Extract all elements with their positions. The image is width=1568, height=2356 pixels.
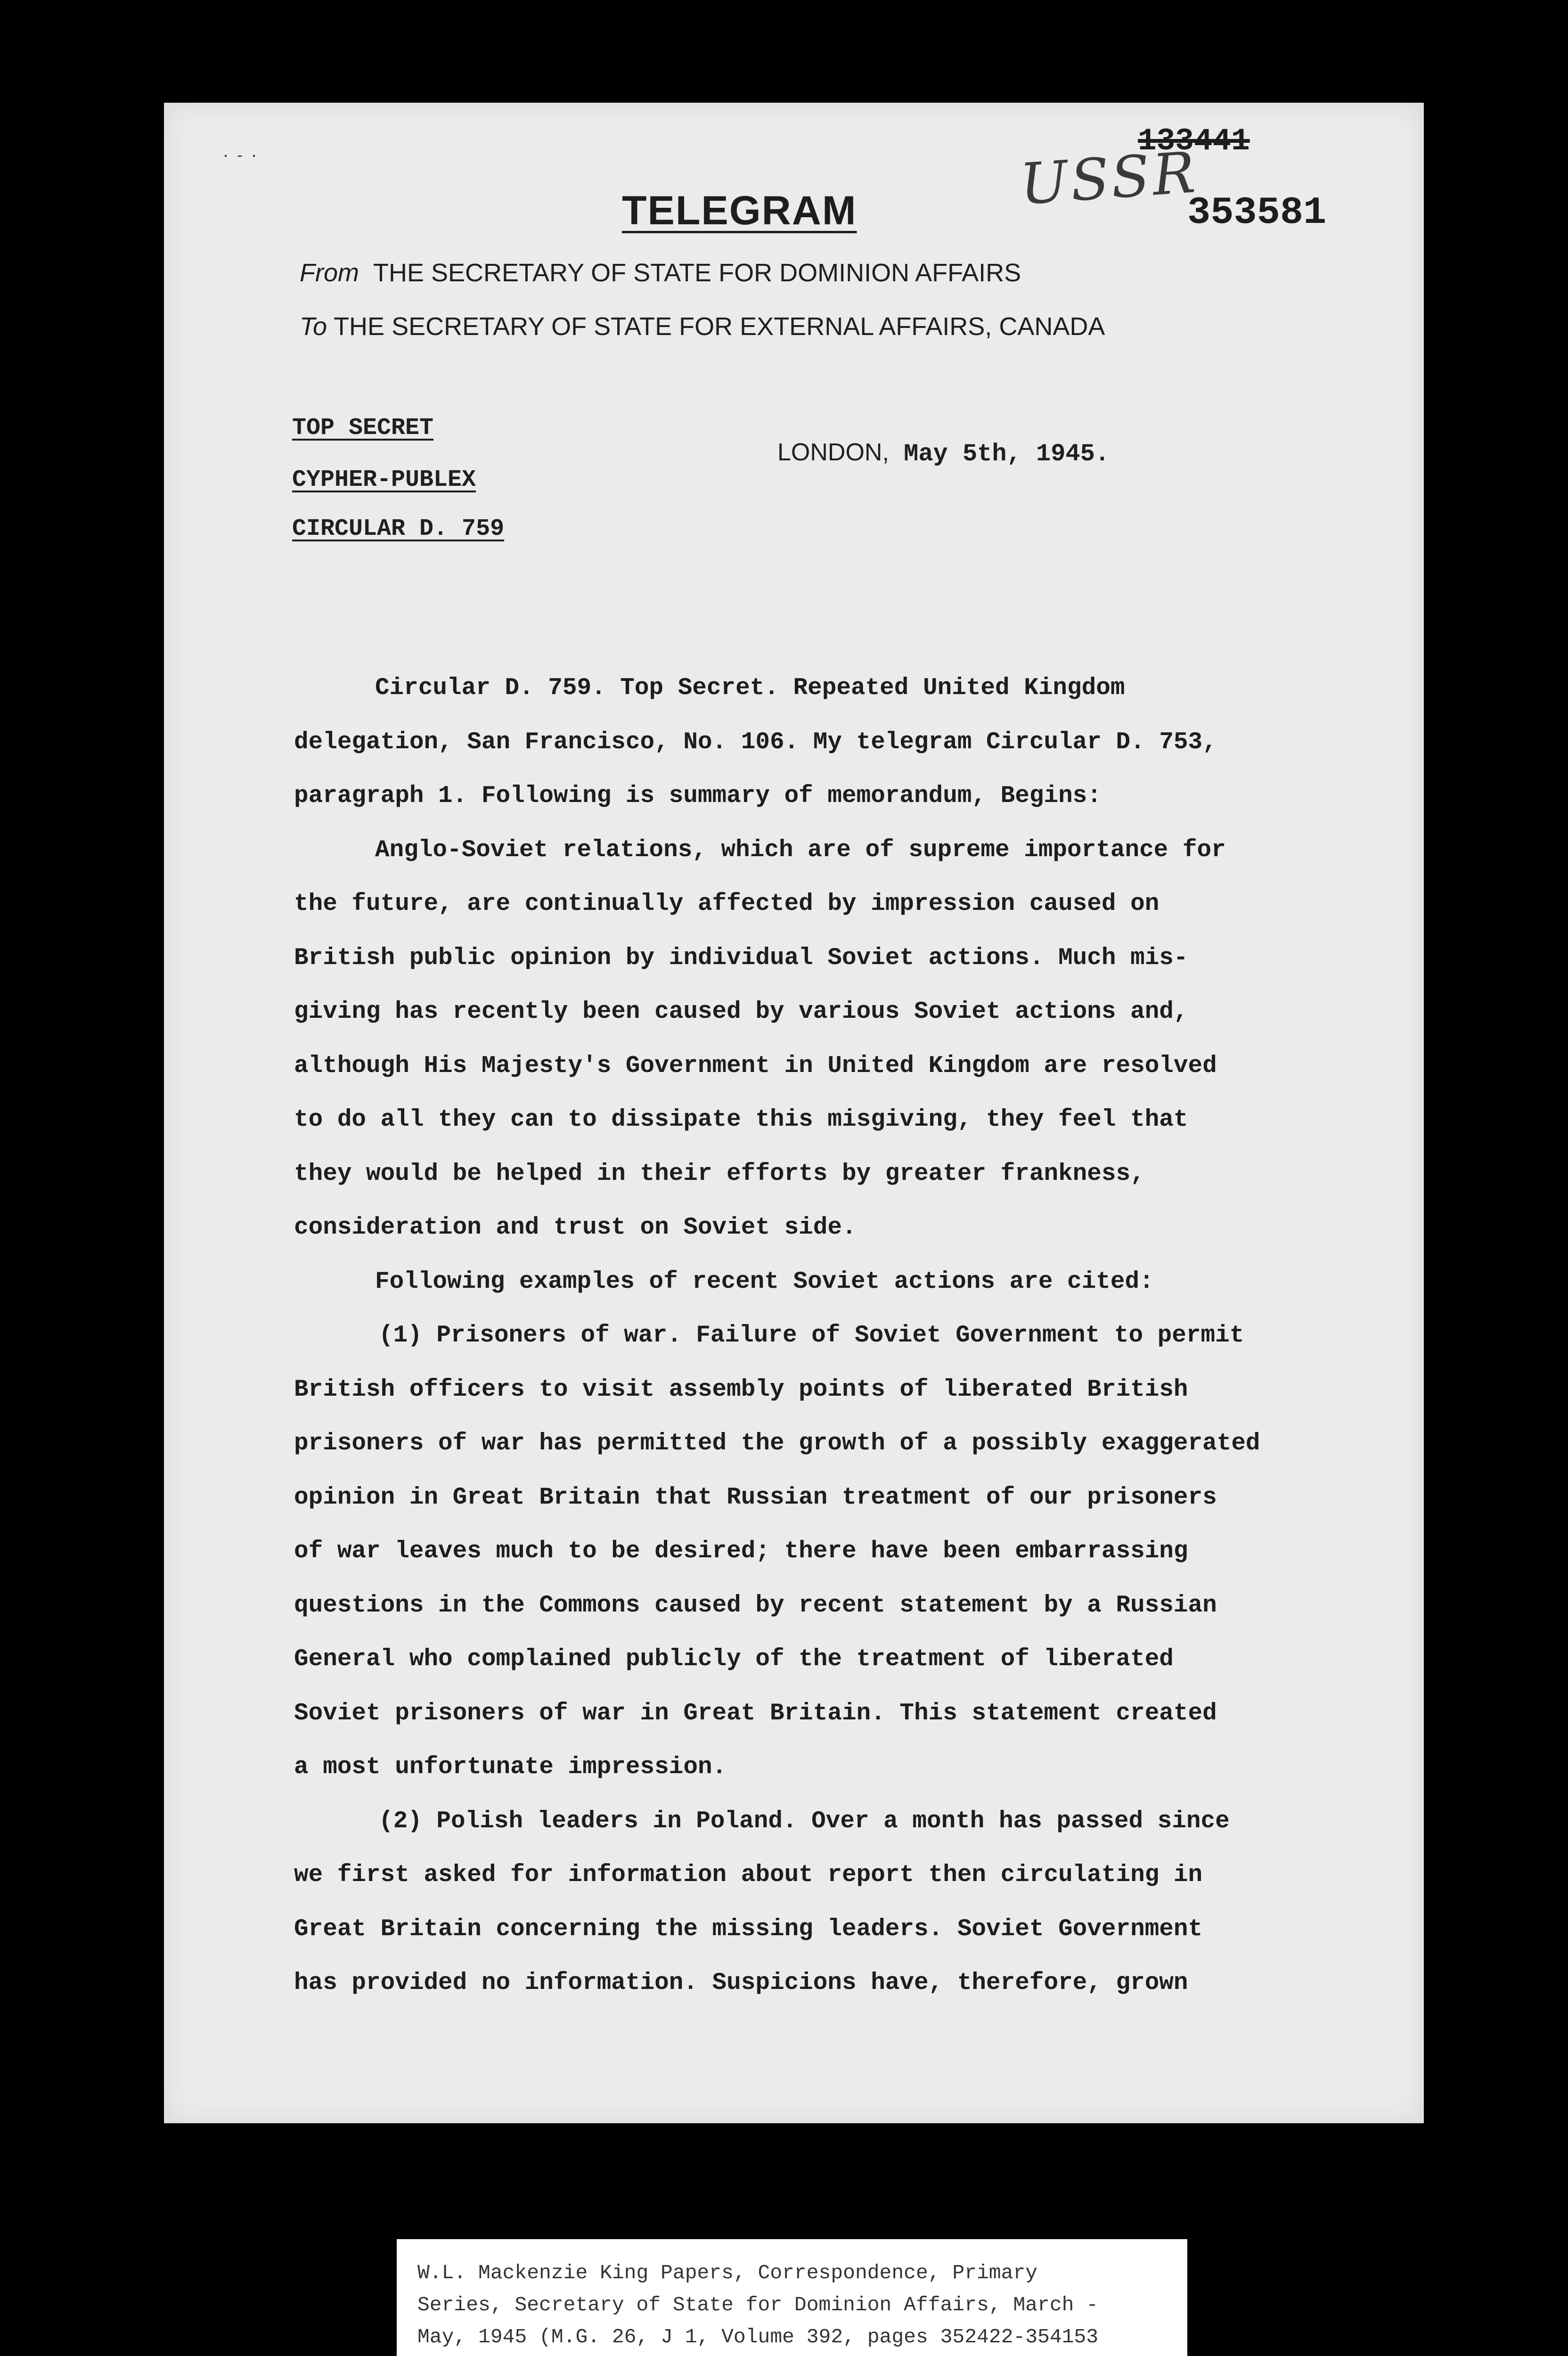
body-line: giving has recently been caused by various Soviet actions and, <box>294 998 1188 1025</box>
handwritten-note: USSR <box>1018 139 1200 218</box>
body-line: Following examples of recent Soviet actions are cited: <box>375 1268 1154 1295</box>
citation-line: May, 1945 (M.G. 26, J 1, Volume 392, pages 352422-354153 <box>417 2325 1099 2348</box>
body-line: they would be helped in their efforts by greater frankness, <box>294 1160 1145 1187</box>
classification-top-secret: TOP SECRET <box>292 415 434 442</box>
citation-label <box>397 2239 1187 2356</box>
dateline-date: May 5th, 1945. <box>904 440 1110 468</box>
classification-cypher: CYPHER-PUBLEX <box>292 466 476 493</box>
body-line: although His Majesty's Government in United Kingdom are resolved <box>294 1052 1217 1080</box>
body-line: of war leaves much to be desired; there have been embarrassing <box>294 1538 1188 1565</box>
body-line: prisoners of war has permitted the growth of a possibly exaggerated <box>294 1430 1260 1457</box>
body-line: Great Britain concerning the missing leaders. Soviet Government <box>294 1915 1203 1943</box>
to-text: THE SECRETARY OF STATE FOR EXTERNAL AFFAIRS, CANADA <box>334 312 1105 341</box>
body-line: the future, are continually affected by impression caused on <box>294 891 1160 917</box>
citation-text <box>417 2257 1181 2353</box>
body-line: has provided no information. Suspicions have, therefore, grown <box>294 1970 1188 1996</box>
body-line: Soviet prisoners of war in Great Britain. This statement created <box>294 1700 1217 1727</box>
citation-line: Series, Secretary of State for Dominion Affairs, March - <box>417 2293 1099 2316</box>
body-line: delegation, San Francisco, No. 106. My telegram Circular D. 753, <box>294 728 1217 756</box>
body-line: to do all they can to dissipate this misgiving, they feel that <box>294 1106 1188 1133</box>
classification-circular: CIRCULAR D. 759 <box>292 515 505 542</box>
body-line: British public opinion by individual Soviet actions. Much mis- <box>294 944 1188 972</box>
from-text: THE SECRETARY OF STATE FOR DOMINION AFFAIRS <box>373 259 1021 287</box>
body-line: (1) Prisoners of war. Failure of Soviet Government to permit <box>379 1322 1244 1349</box>
body-line: British officers to visit assembly points of liberated British <box>294 1376 1188 1403</box>
from-line <box>300 258 1021 287</box>
body-line: paragraph 1. Following is summary of memorandum, Begins: <box>294 783 1102 810</box>
dateline <box>777 438 1110 468</box>
telegram-body <box>294 662 1364 2011</box>
body-line: consideration and trust on Soviet side. <box>294 1214 857 1241</box>
body-line: (2) Polish leaders in Poland. Over a month has passed since <box>379 1808 1230 1835</box>
body-line: General who complained publicly of the treatment of liberated <box>294 1646 1174 1673</box>
body-line: Anglo-Soviet relations, which are of supreme importance for <box>375 836 1226 864</box>
struck-reference-number: 133441 <box>1138 123 1250 159</box>
reference-number: 353581 <box>1187 191 1327 235</box>
edge-marks: ·‐· <box>221 148 264 164</box>
dateline-place: LONDON, <box>777 439 889 466</box>
to-line <box>300 312 1105 341</box>
body-line: opinion in Great Britain that Russian treatment of our prisoners <box>294 1484 1217 1511</box>
body-line: questions in the Commons caused by recent statement by a Russian <box>294 1592 1217 1619</box>
body-line: a most unfortunate impression. <box>294 1754 727 1781</box>
to-label: To <box>300 312 327 341</box>
telegram-title: TELEGRAM <box>622 188 857 233</box>
body-line: Circular D. 759. Top Secret. Repeated United Kingdom <box>375 675 1125 702</box>
from-label: From <box>300 259 359 287</box>
body-line: we first asked for information about report then circulating in <box>294 1862 1203 1889</box>
citation-line: W.L. Mackenzie King Papers, Correspondence, Primary <box>417 2261 1038 2284</box>
